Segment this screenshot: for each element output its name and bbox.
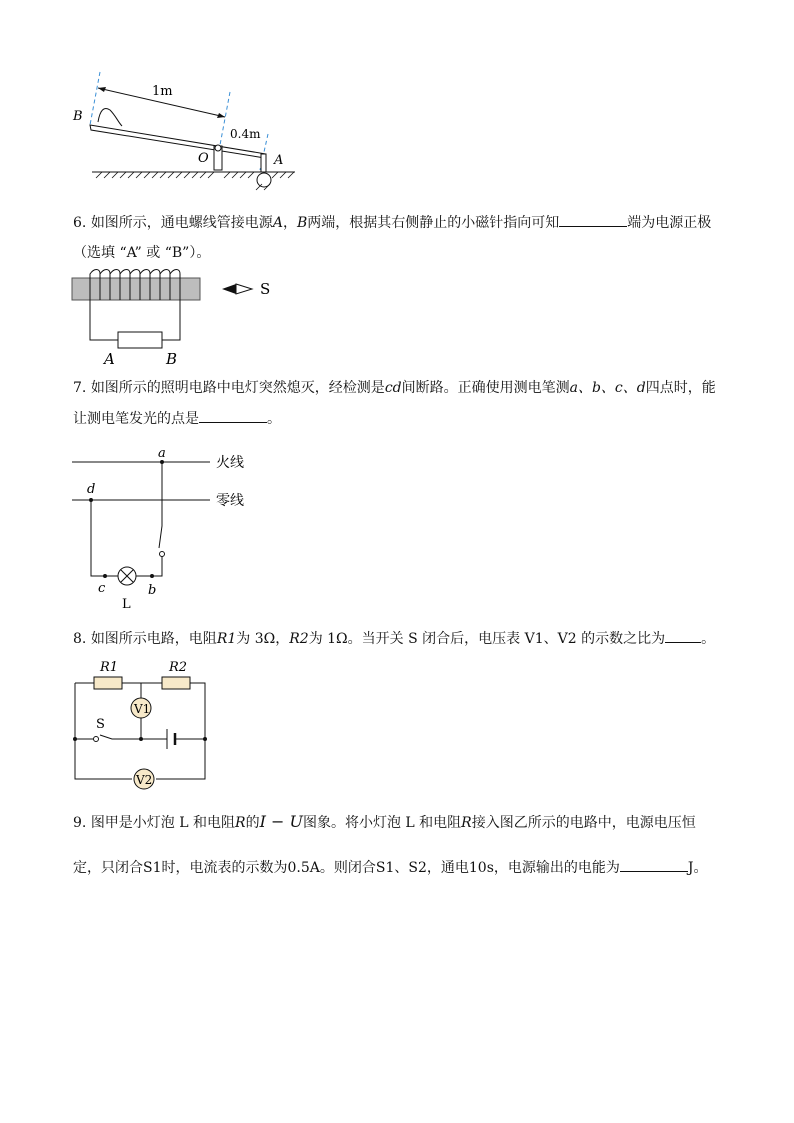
label-a: A	[274, 153, 284, 168]
text: A	[272, 215, 283, 231]
label-b: B	[166, 350, 178, 368]
point-c	[103, 574, 107, 578]
hand-shape	[98, 109, 122, 127]
lighting-circuit-figure	[70, 446, 270, 616]
label-o: O	[198, 151, 209, 166]
switch-pivot	[94, 737, 99, 742]
junction	[139, 737, 143, 741]
text: 。	[701, 631, 716, 647]
label-b: B	[73, 109, 83, 124]
label-a: a	[158, 446, 166, 461]
lever-figure	[70, 70, 310, 190]
rod-a	[261, 154, 266, 172]
text: 图甲是小灯泡 L 和电阻	[90, 815, 236, 831]
text: 四点时，能	[645, 380, 716, 396]
resistor-r1	[94, 677, 122, 689]
circuit-wire	[75, 683, 205, 779]
solenoid-core	[72, 278, 200, 300]
neutral-label: 零线	[216, 493, 244, 509]
label-l: L	[122, 597, 131, 612]
text: R2	[289, 631, 309, 647]
answer-blank[interactable]	[199, 408, 267, 423]
text: 两端，根据其右侧静止的小磁针指向可知	[307, 215, 560, 231]
label-v1: V1	[134, 702, 151, 716]
text: cd	[384, 380, 402, 396]
junction	[203, 737, 207, 741]
text: R1	[216, 631, 237, 647]
switch-contact	[160, 552, 165, 557]
power-source	[118, 332, 162, 348]
text: 如图所示，通电螺线管接电源	[90, 215, 273, 231]
label-1m: 1m	[152, 84, 173, 99]
text: S1	[375, 860, 395, 876]
label-r1: R1	[100, 660, 119, 675]
text: 如图所示电路，电阻	[90, 631, 217, 647]
text: 、	[394, 860, 409, 876]
dashed-line-o	[220, 92, 230, 145]
text: S1	[143, 860, 162, 876]
live-label: 火线	[216, 455, 244, 471]
text: 。则闭合	[319, 860, 376, 876]
label-r2: R2	[169, 660, 188, 675]
arrow-head	[98, 87, 106, 92]
question-number: 8.	[73, 631, 87, 647]
question-number: 7.	[73, 380, 87, 396]
text: ，通电	[426, 860, 469, 876]
text: S2	[408, 860, 427, 876]
answer-blank[interactable]	[559, 212, 627, 227]
text: R	[461, 815, 472, 831]
text: J。	[687, 860, 708, 876]
question-number: 9.	[73, 815, 87, 831]
junction	[73, 737, 77, 741]
text: 接入图乙所示的电路中，电源电压恒	[471, 815, 696, 831]
answer-blank[interactable]	[620, 857, 688, 872]
label-b: b	[148, 583, 157, 598]
resistor-r2	[162, 677, 190, 689]
lamp-icon	[118, 567, 152, 585]
arrow-head	[217, 113, 225, 118]
text: 为 3Ω，	[236, 631, 290, 647]
label-c: c	[98, 581, 106, 596]
question-7	[73, 378, 723, 429]
text: B	[296, 215, 308, 231]
text: 间断路。正确使用测电笔测	[401, 380, 570, 396]
answer-blank[interactable]	[665, 628, 701, 643]
label-a: A	[104, 350, 115, 368]
text: 。	[267, 411, 281, 427]
text: 0.5A	[287, 860, 320, 876]
circuit-wire	[91, 462, 162, 576]
text: 让测电笔发光的点是	[73, 411, 199, 427]
text: 为 1Ω。当开关 S 闭合后，电压表 V1、V2 的示数之比为	[308, 631, 666, 647]
text: I − U	[259, 812, 303, 831]
label-s: S	[96, 717, 105, 732]
text: a、b、c、d	[569, 380, 646, 396]
solenoid-figure	[70, 270, 290, 370]
question-number: 6.	[73, 215, 87, 231]
text: 端为电源正极	[627, 215, 712, 231]
label-d: d	[87, 482, 96, 497]
text: 10s	[468, 860, 494, 876]
question-9	[73, 812, 723, 878]
label-v2: V2	[136, 773, 153, 787]
text: 的	[245, 815, 260, 831]
text: ，	[282, 215, 297, 231]
voltmeter-circuit-figure	[70, 656, 220, 792]
label-s: S	[260, 280, 271, 298]
text: 图象。将小灯泡 L 和电阻	[302, 815, 462, 831]
text: （选填 “A” 或 “B”）。	[73, 245, 211, 261]
text: 如图所示的照明电路中电灯突然熄灭，经检测是	[90, 380, 385, 396]
compass-needle-icon	[222, 284, 252, 294]
fulcrum-pivot	[215, 145, 221, 151]
text: 定，只闭合	[73, 860, 143, 876]
question-6	[73, 212, 723, 263]
battery-icon	[167, 729, 175, 749]
text: R	[235, 815, 246, 831]
question-8	[73, 628, 723, 649]
text: ，电源输出的电能为	[493, 860, 620, 876]
text: 时，电流表的示数为	[161, 860, 288, 876]
label-04m: 0.4m	[230, 127, 261, 141]
dashed-line-b	[90, 72, 100, 125]
